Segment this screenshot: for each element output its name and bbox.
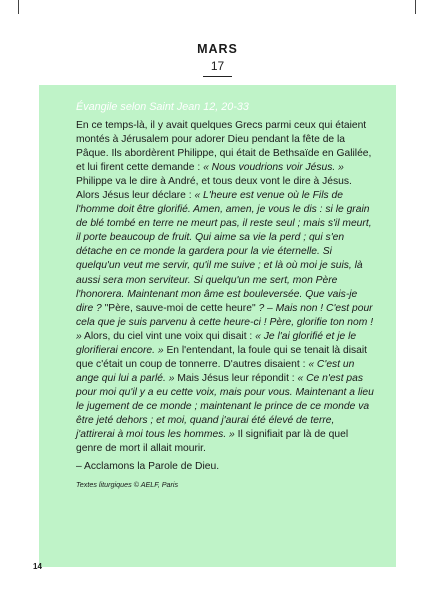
page-number: 14 — [33, 562, 42, 571]
crop-mark-left — [18, 0, 19, 14]
text-part: En l'entendant, la foule qui se tenait là disait que c'était un coup de tonnerre. D'autres disaient : — [76, 344, 368, 370]
text-part: « Ce n'est pas pour moi qu'il y a eu cette voix, mais pour vous. Maintenant a lieu le jugement de ce monde ; maintenant le prince de ce monde va être jeté dehors ; et moi, quand j'aurai été élevé de terre, j'attirerai à moi tous les hommes. » — [76, 372, 374, 441]
crop-mark-right — [415, 0, 416, 14]
gospel-reference: Évangile selon Saint Jean 12, 20-33 — [76, 101, 249, 113]
text-part: ? – Mais non ! C'est pour cela que je suis parvenu à cette heure-ci ! Père, glorifie ton nom ! » — [76, 302, 374, 342]
text-part: En ce temps-là, il y avait quelques Grecs parmi ceux qui étaient montés à Jérusalem pour adorer Dieu pendant la fête de la Pâque. Ils abordèrent Philippe, qui était de Bethsaïde en Galilée, et lui firent cette demande : — [76, 120, 372, 174]
date-header — [0, 42, 435, 77]
text-part: « Nous voudrions voir Jésus. » — [203, 162, 344, 174]
text-part: « C'est un ange qui lui a parlé. » — [76, 358, 355, 384]
text-part: Il signifiait par là de quel genre de mort il allait mourir. — [76, 429, 349, 455]
acclamation: – Acclamons la Parole de Dieu. — [76, 461, 220, 473]
reading-panel — [39, 85, 396, 567]
text-part: Alors, du ciel vint une voix qui disait : — [81, 330, 256, 342]
text-part: « Je l'ai glorifié et je le glorifierai encore. » — [76, 330, 357, 356]
copyright-credit: Textes liturgiques © AELF, Paris — [76, 480, 179, 490]
text-part: Mais Jésus leur répondit : — [174, 372, 298, 384]
text-part: Philippe va le dire à André, et tous deux vont le dire à Jésus. Alors Jésus leur déclare : — [76, 176, 352, 202]
day-number: 17 — [203, 58, 232, 77]
text-part: « L'heure est venue où le Fils de l'homme doit être glorifié. Amen, amen, je vous le dis : si le grain de blé tombé en terre ne meurt pas, il reste seul ; mais s'il meurt, il porte beaucoup de fruit. Qui aime sa vie la perd ; qui s'en détache en ce monde la gardera pour la vie éternelle. Si quelqu'un veut me servir, qu'il me suive ; et là où moi je suis, là aussi sera mon serviteur. Si quelqu'un me sert, mon Père l'honorera. Maintenant mon âme est bouleversée. Que vais-je dire ? — [76, 190, 372, 314]
month-label: MARS — [197, 42, 238, 56]
text-part: "Père, sauve-moi de cette heure" — [104, 302, 256, 314]
gospel-text — [76, 119, 374, 456]
